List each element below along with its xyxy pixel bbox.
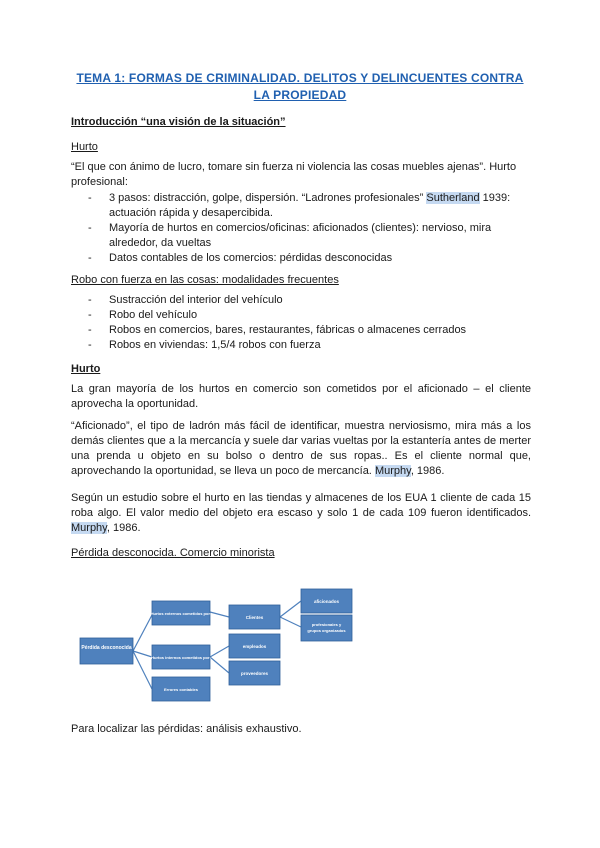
connector bbox=[280, 617, 301, 627]
citation-year: , 1986. bbox=[106, 522, 141, 534]
external-theft-label: Hurtos externos cometidos por: bbox=[150, 611, 212, 616]
list-item-text: 3 pasos: distracción, golpe, dispersión. “Ladrones profesionales” bbox=[109, 192, 424, 204]
list-item: - Robo del vehículo bbox=[71, 308, 531, 323]
list-item-text: 1939: actuación rápida y desapercibida. bbox=[109, 192, 511, 219]
paragraph-text: “Aficionado”, el tipo de ladrón más fácil de identificar, muestra nerviosismo, mira más a los demás clientes que a la mercancía y suele dar varias vueltas por la estantería antes de merter una prenda u objeto en su bolso o dentro de sus ropas.. Es el cliente normal que, aprovechando la oportunidad, se lleva un poco de mercancía. bbox=[71, 420, 531, 477]
title-line-2: LA PROPIEDAD bbox=[253, 88, 347, 102]
list-item: - Sustracción del interior del vehículo bbox=[71, 293, 531, 308]
paragraph-1: La gran mayoría de los hurtos en comercio son cometidos por el aficionado – el cliente aprovecha la oportunidad. bbox=[71, 383, 531, 410]
hurto-definition: “El que con ánimo de lucro, tomare sin fuerza ni violencia las cosas muebles ajenas”. Hurto profesional: bbox=[71, 161, 517, 188]
clients-label: Clientes bbox=[245, 615, 264, 620]
professionals-label-1: profesionales y bbox=[311, 622, 342, 627]
amateurs-label: aficionados bbox=[313, 599, 340, 604]
citation-year: , 1986. bbox=[410, 465, 445, 477]
root-box bbox=[80, 638, 133, 664]
hurto-heading: Hurto bbox=[71, 363, 101, 375]
list-item: - Datos contables de los comercios: pérdidas desconocidas bbox=[71, 251, 531, 266]
diagram-heading: Pérdida desconocida. Comercio minorista bbox=[71, 547, 275, 559]
intro-heading: Introducción “una visión de la situación” bbox=[71, 116, 286, 128]
author-highlight: Sutherland bbox=[426, 192, 480, 204]
citation-highlight: Murphy bbox=[374, 465, 411, 477]
connector bbox=[210, 646, 229, 657]
connector bbox=[280, 601, 301, 617]
connector bbox=[210, 612, 229, 617]
title-line-1: TEMA 1: FORMAS DE CRIMINALIDAD. DELITOS Y DELINCUENTES CONTRA bbox=[76, 71, 524, 85]
robo-heading: Robo con fuerza en las cosas: modalidades frecuentes bbox=[71, 274, 339, 286]
connector bbox=[133, 615, 152, 651]
suppliers-label: proveedores bbox=[240, 671, 269, 676]
employees-label: empleados bbox=[242, 644, 267, 649]
accounting-errors-label: Errores contables bbox=[163, 687, 199, 692]
professionals-label-2: grupos organizados bbox=[307, 628, 346, 633]
citation-highlight: Murphy bbox=[71, 522, 107, 534]
list-item: - Mayoría de hurtos en comercios/oficinas: aficionados (clientes): nervioso, mira alrededor, da vueltas bbox=[71, 221, 531, 251]
list-item: - Robos en comercios, bares, restaurantes, fábricas o almacenes cerrados bbox=[71, 323, 531, 338]
paragraph-text: Según un estudio sobre el hurto en las tiendas y almacenes de los EUA 1 cliente de cada 15 roba algo. El valor medio del objeto era escaso y solo 1 de cada 109 fueron identificados. bbox=[71, 492, 531, 519]
internal-theft-label: Hurtos internos cometidos por: bbox=[151, 655, 211, 660]
connector bbox=[210, 657, 229, 673]
root-label: Pérdida desconocida bbox=[81, 645, 132, 651]
list-item: - Robos en viviendas: 1,5/4 robos con fuerza bbox=[71, 338, 531, 353]
hurto-subheading: Hurto bbox=[71, 141, 98, 153]
conclusion: Para localizar las pérdidas: análisis exhaustivo. bbox=[71, 723, 302, 735]
